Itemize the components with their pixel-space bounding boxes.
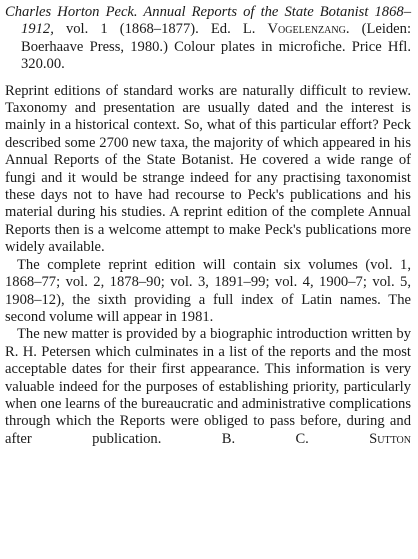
book-author-title: Charles Horton Peck. Annual Reports of the State Botanist 1868–1912, [5,4,411,38]
book-publisher: (Leiden: Boerhaave Press, 1980.) [21,21,412,55]
book-volume: vol. 1 (1868–1877). Ed. L. [65,21,256,38]
review-page [5,4,411,448]
review-paragraph-1: Reprint editions of standard works are naturally difficult to review. Taxonomy and presentation are usually dated and the interest is mainly in a historical context. So, what of this particular effort? Peck described some 2700 new taxa, the majority of which appeared in his Annual Reports of the State Botanist. He covered a wide range of fungi and it would be strange indeed for any practising taxonomist these days not to have had recourse to Peck's publications and his material during his studies. A reprint edition of the complete Annual Reports then is a welcome attempt to make Peck's publications more widely available. [5,82,411,256]
book-citation [5,4,411,74]
review-paragraph-3-text: The new matter is provided by a biographic introduction written by R. H. Petersen which culminates in a list of the reports and the most acceptable dates for their first appearance. This information is very valuable indeed for the purposes of establishing priority, particularly when one learns of the bureaucratic and administrative complications through which the Reports were obliged to pass before, during and after publication. [5,326,411,447]
book-format-price: Colour plates in microfiche. Price Hfl. 320.00. [21,38,411,73]
review-paragraph-2: The complete reprint edition will contain six volumes (vol. 1, 1868–77; vol. 2, 1878–90; vol. 3, 1891–99; vol. 4, 1900–7; vol. 5, 1908–12), the sixth providing a full index of Latin names. The second volume will appear in 1981. [5,256,411,325]
book-editor: Vogelenzang. [267,21,350,38]
review-paragraph-3 [5,326,411,448]
reviewer-signature: B. C. Sutton [221,430,411,447]
